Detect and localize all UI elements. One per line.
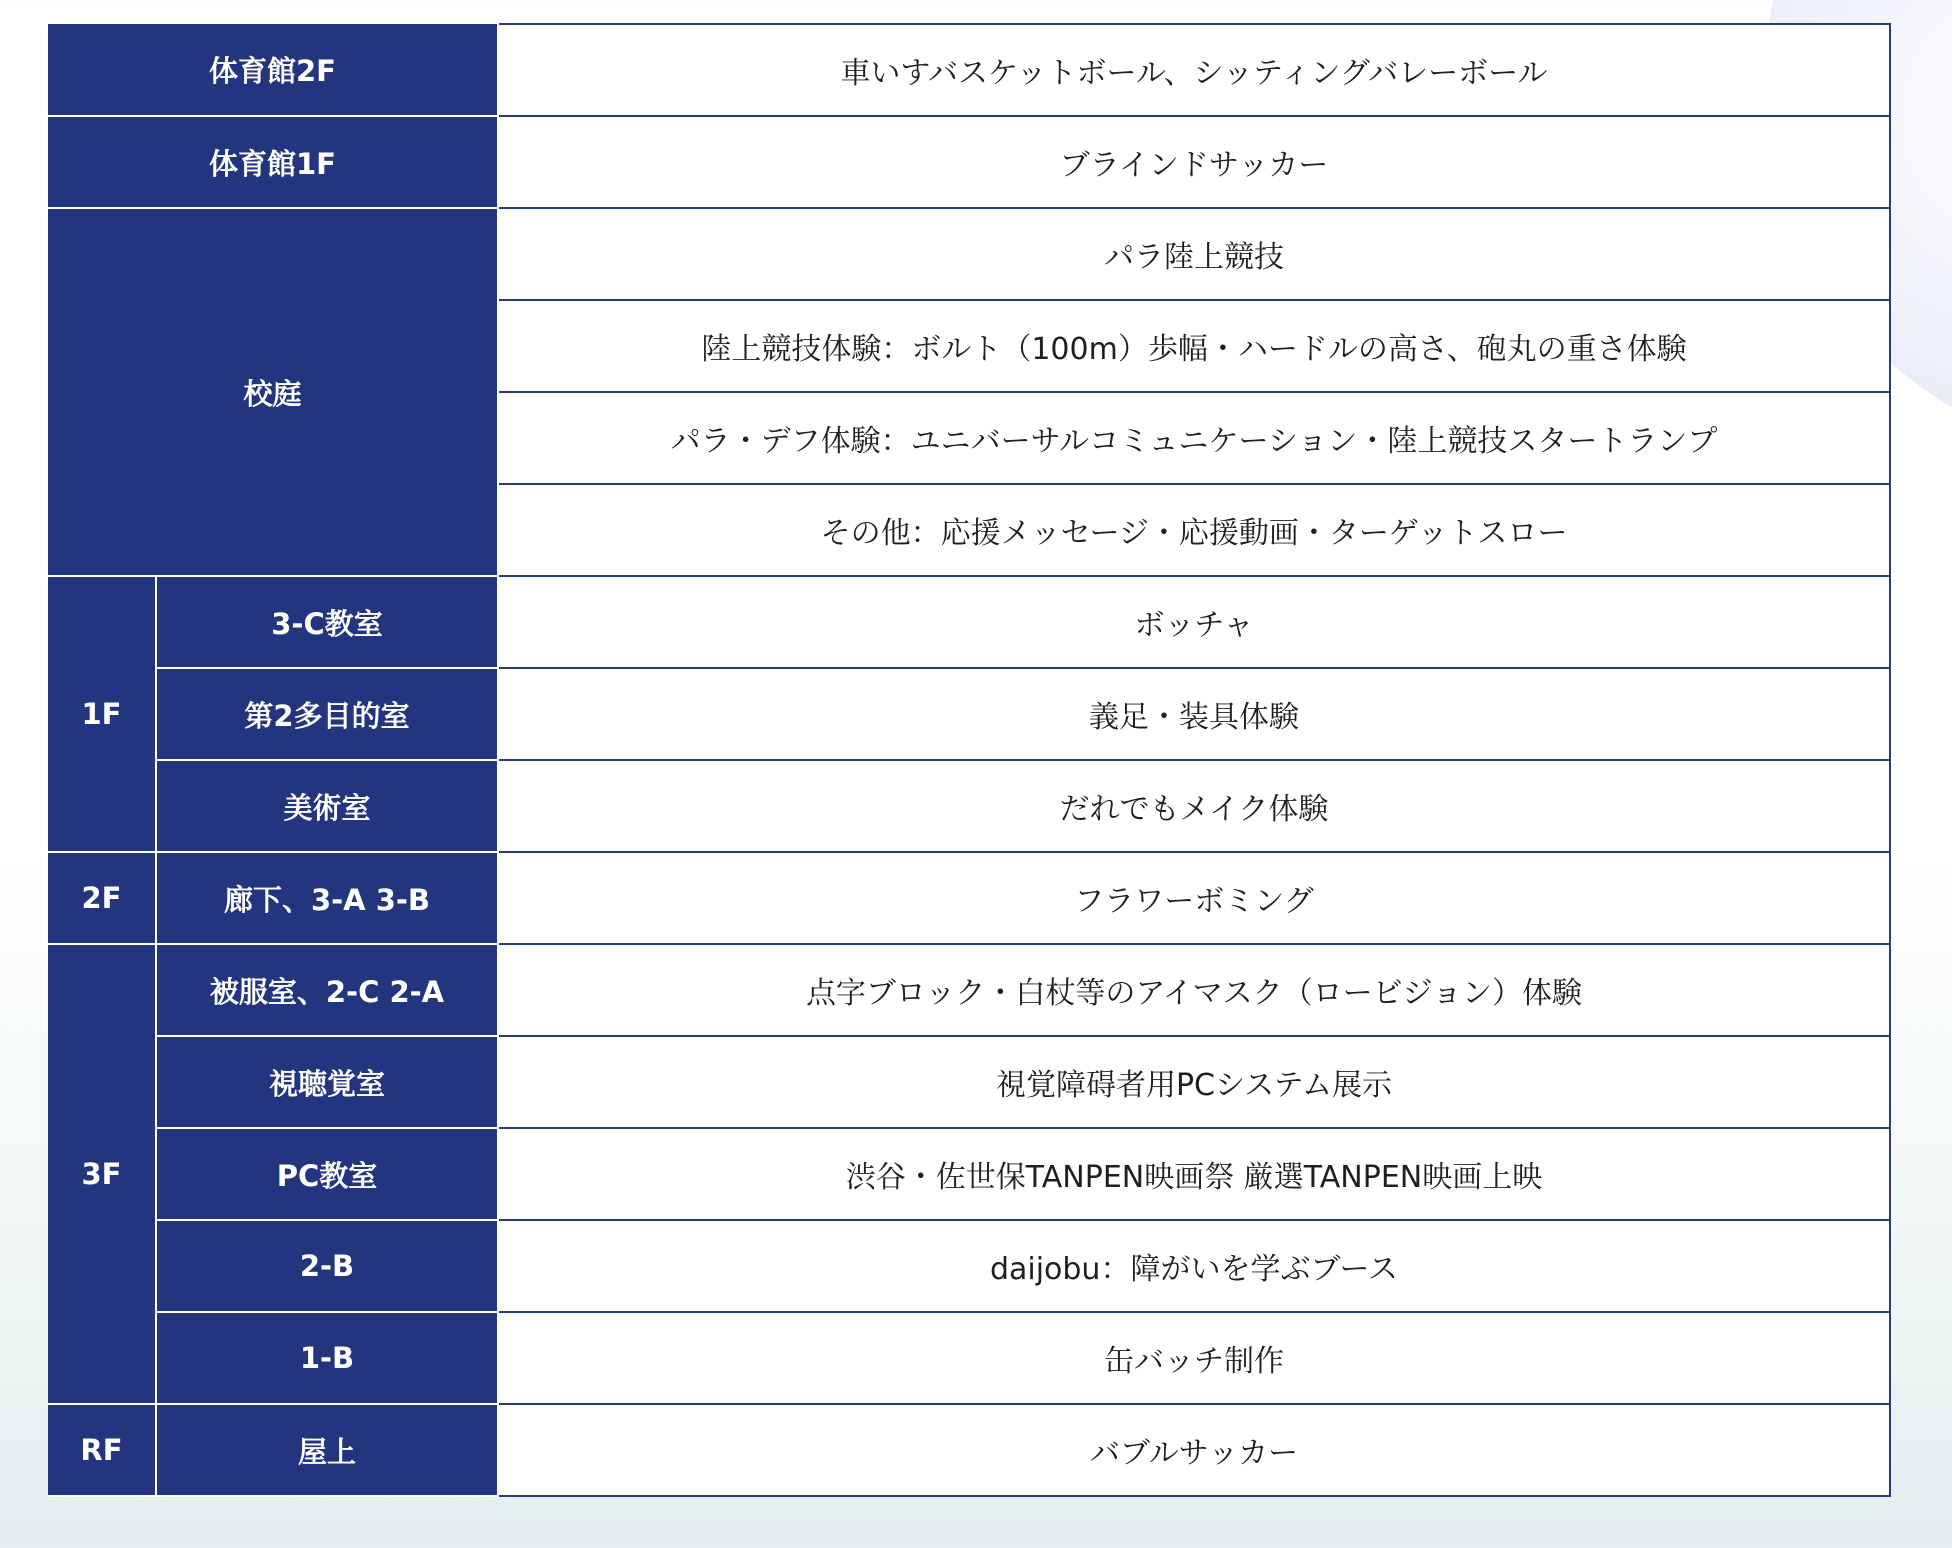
room-cell: 1-B [156, 1312, 498, 1404]
room-cell: 視聴覚室 [156, 1036, 498, 1128]
room-cell: 3-C教室 [156, 576, 498, 668]
floor-cell: 1F [48, 576, 156, 852]
event-cell: パラ・デフ体験：ユニバーサルコミュニケーション・陸上競技スタートランプ [498, 392, 1890, 484]
event-cell: 視覚障碍者用PCシステム展示 [498, 1036, 1890, 1128]
floor-cell: RF [48, 1404, 156, 1496]
event-cell: 義足・装具体験 [498, 668, 1890, 760]
event-cell: ボッチャ [498, 576, 1890, 668]
event-cell: 点字ブロック・白杖等のアイマスク（ロービジョン）体験 [498, 944, 1890, 1036]
table-row [48, 1128, 1890, 1220]
table-row [48, 116, 1890, 208]
table-row [48, 760, 1890, 852]
event-cell: フラワーボミング [498, 852, 1890, 944]
event-cell: 缶バッチ制作 [498, 1312, 1890, 1404]
room-cell: 美術室 [156, 760, 498, 852]
event-cell: パラ陸上競技 [498, 208, 1890, 300]
event-cell: ブラインドサッカー [498, 116, 1890, 208]
table-row [48, 1404, 1890, 1496]
event-cell: 陸上競技体験：ボルト（100m）歩幅・ハードルの高さ、砲丸の重さ体験 [498, 300, 1890, 392]
room-cell: 被服室、2-C 2-A [156, 944, 498, 1036]
table-row [48, 208, 1890, 300]
room-cell: 2-B [156, 1220, 498, 1312]
event-cell: だれでもメイク体験 [498, 760, 1890, 852]
location-cell: 体育館2F [48, 24, 498, 116]
floor-cell: 3F [48, 944, 156, 1404]
location-cell: 校庭 [48, 208, 498, 576]
table-row [48, 1220, 1890, 1312]
floor-cell: 2F [48, 852, 156, 944]
table-row [48, 1036, 1890, 1128]
room-cell: 屋上 [156, 1404, 498, 1496]
table-row [48, 1312, 1890, 1404]
table-row [48, 668, 1890, 760]
event-cell: 車いすバスケットボール、シッティングバレーボール [498, 24, 1890, 116]
room-cell: PC教室 [156, 1128, 498, 1220]
room-cell: 廊下、3-A 3-B [156, 852, 498, 944]
location-cell: 体育館1F [48, 116, 498, 208]
event-location-table [48, 23, 1891, 1497]
table-row [48, 576, 1890, 668]
room-cell: 第2多目的室 [156, 668, 498, 760]
event-cell: daijobu：障がいを学ぶブース [498, 1220, 1890, 1312]
event-cell: バブルサッカー [498, 1404, 1890, 1496]
event-cell: 渋谷・佐世保TANPEN映画祭 厳選TANPEN映画上映 [498, 1128, 1890, 1220]
table-row [48, 852, 1890, 944]
table-row [48, 944, 1890, 1036]
table-row [48, 24, 1890, 116]
event-cell: その他：応援メッセージ・応援動画・ターゲットスロー [498, 484, 1890, 576]
